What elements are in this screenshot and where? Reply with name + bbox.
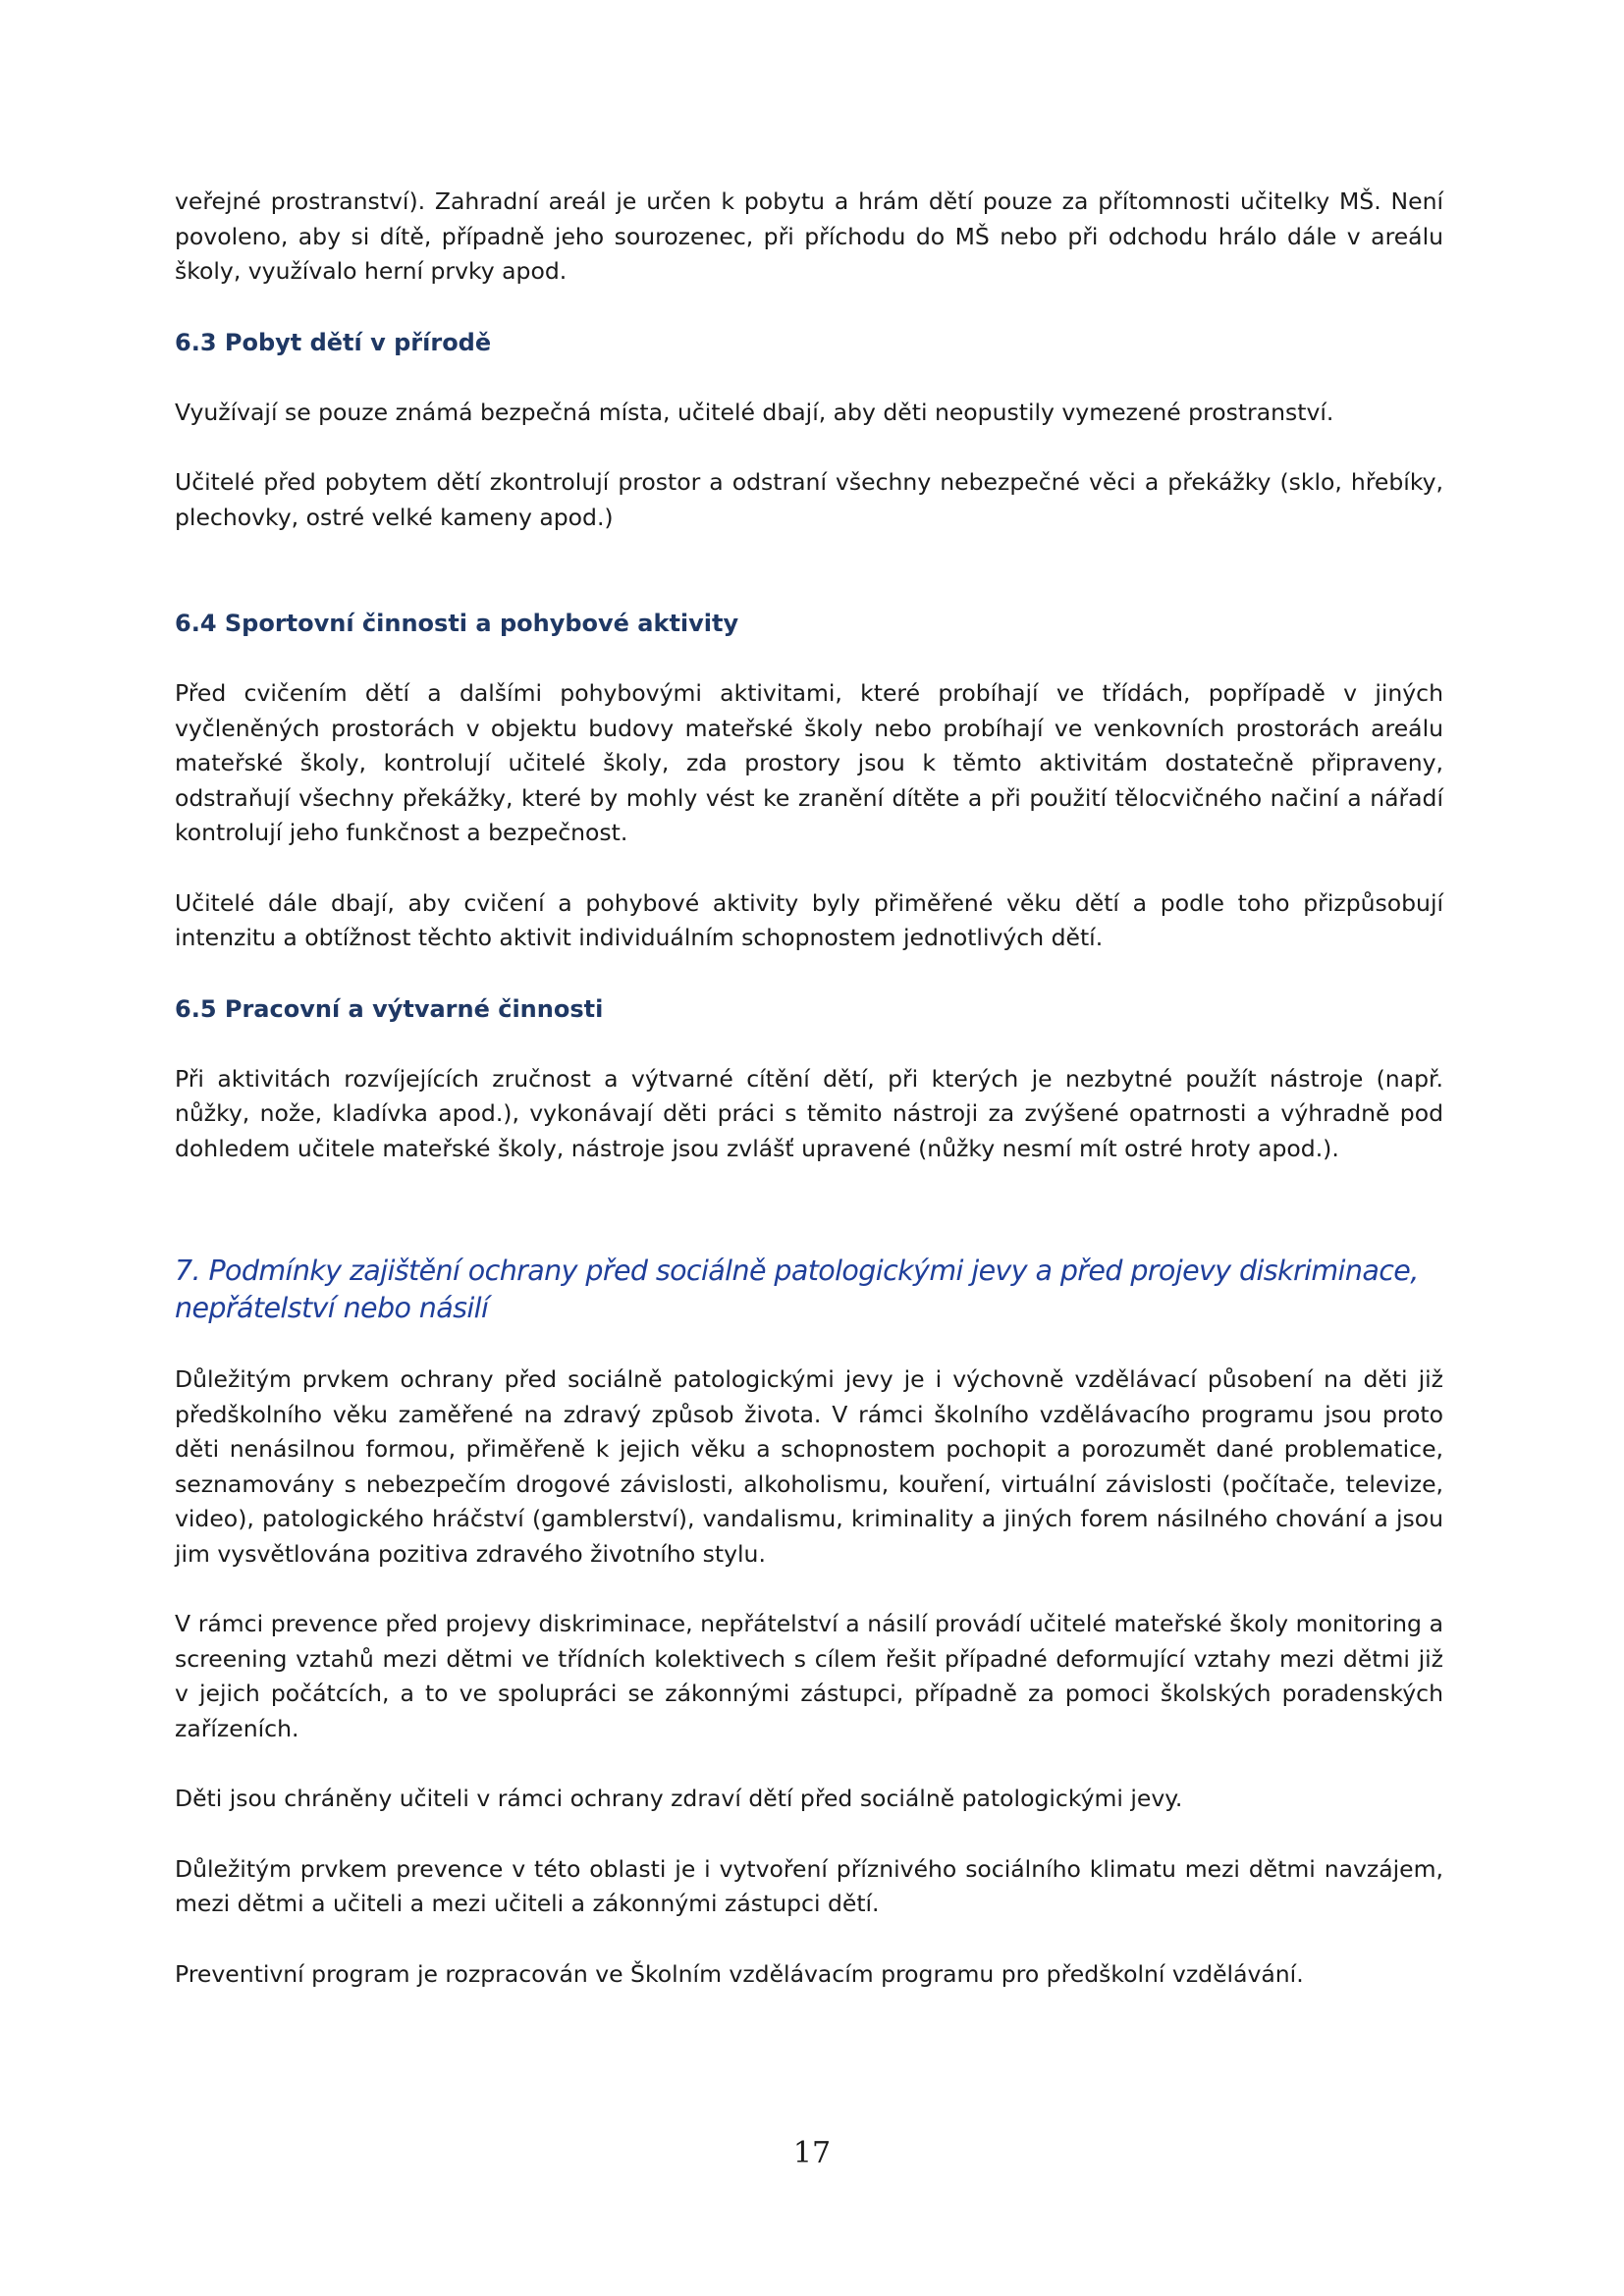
paragraph-7-4: Důležitým prvkem prevence v této oblasti je i vytvoření příznivého sociálního klimatu mezi dětmi navzájem, mezi dětmi a učiteli a mezi učiteli a zákonnými zástupci dětí. [175,1854,1443,1917]
paragraph-6-5-1: Při aktivitách rozvíjejících zručnost a výtvarné cítění dětí, při kterých je nezbytné použít nástroje (např. nůžky, nože, kladívka apod.), vykonávají děti práci s těmito nástroji za zvýšené opatrnosti a výhradně pod dohledem učitele mateřské školy, nástroje jsou zvlášť upravené (nůžky nesmí mít ostré hroty apod.). [175,1064,1443,1162]
document-page [175,185,1443,1992]
page-number: 17 [792,2136,832,2170]
heading-6-4: 6.4 Sportovní činnosti a pohybové aktivity [175,610,739,637]
paragraph-7-3: Děti jsou chráněny učiteli v rámci ochrany zdraví dětí před sociálně patologickými jevy. [175,1785,1183,1812]
heading-7: 7. Podmínky zajištění ochrany před sociálně patologickými jevy a před projevy diskriminace, nepřátelství nebo násilí [175,1255,1419,1324]
paragraph-7-1: Důležitým prvkem ochrany před sociálně patologickými jevy je i výchovně vzdělávací působení na děti již předškolního věku zaměřené na zdravý způsob života. V rámci školního vzdělávacího programu jsou proto děti nenásilnou formou, přiměřeně k jejich věku a schopnostem pochopit a porozumět dané problematice, seznamovány s nebezpečím drogové závislosti, alkoholismu, kouření, virtuální závislosti (počítače, televize, video), patologického hráčství (gamblerství), vandalismu, kriminality a jiných forem násilného chování a jsou jim vysvětlována pozitiva zdravého životního stylu. [175,1365,1443,1568]
paragraph-6-4-1: Před cvičením dětí a dalšími pohybovými aktivitami, které probíhají ve třídách, popřípadě v jiných vyčleněných prostorách v objektu budovy mateřské školy nebo probíhají ve venkovních prostorách areálu mateřské školy, kontrolují učitelé školy, zda prostory jsou k těmto aktivitám dostatečně připraveny, odstraňují všechny překážky, které by mohly vést ke zranění dítěte a při použití tělocvičného načiní a nářadí kontrolují jeho funkčnost a bezpečnost. [175,679,1443,846]
paragraph-7-5: Preventivní program je rozpracován ve Školním vzdělávacím programu pro předškolní vzdělávání. [175,1959,1304,1988]
paragraph-6-3-1: Využívají se pouze známá bezpečná místa, učitelé dbají, aby děti neopustily vymezené prostranství. [175,398,1334,426]
heading-6-5: 6.5 Pracovní a výtvarné činnosti [175,994,604,1023]
paragraph-6-3-2: Učitelé před pobytem dětí zkontrolují prostor a odstraní všechny nebezpečné věci a překážky (sklo, hřebíky, plechovky, ostré velké kameny apod.) [175,468,1443,531]
paragraph-7-2: V rámci prevence před projevy diskriminace, nepřátelství a násilí provádí učitelé mateřské školy monitoring a screening vztahů mezi dětmi ve třídních kolektivech s cílem řešit případné deformující vztahy mezi dětmi již v jejich počátcích, a to ve spolupráci se zákonnými zástupci, případně za pomoci školských poradenských zařízeních. [175,1610,1443,1742]
heading-6-3: 6.3 Pobyt dětí v přírodě [175,328,492,356]
intro-paragraph: veřejné prostranství). Zahradní areál je určen k pobytu a hrám dětí pouze za přítomnosti učitelky MŠ. Není povoleno, aby si dítě, případně jeho sourozenec, při příchodu do MŠ nebo při odchodu hrálo dále v areálu školy, využívalo herní prvky apod. [175,187,1443,285]
paragraph-6-4-2: Učitelé dále dbají, aby cvičení a pohybové aktivity byly přiměřené věku dětí a podle toho přizpůsobují intenzitu a obtížnost těchto aktivit individuálním schopnostem jednotlivých dětí. [175,888,1443,951]
